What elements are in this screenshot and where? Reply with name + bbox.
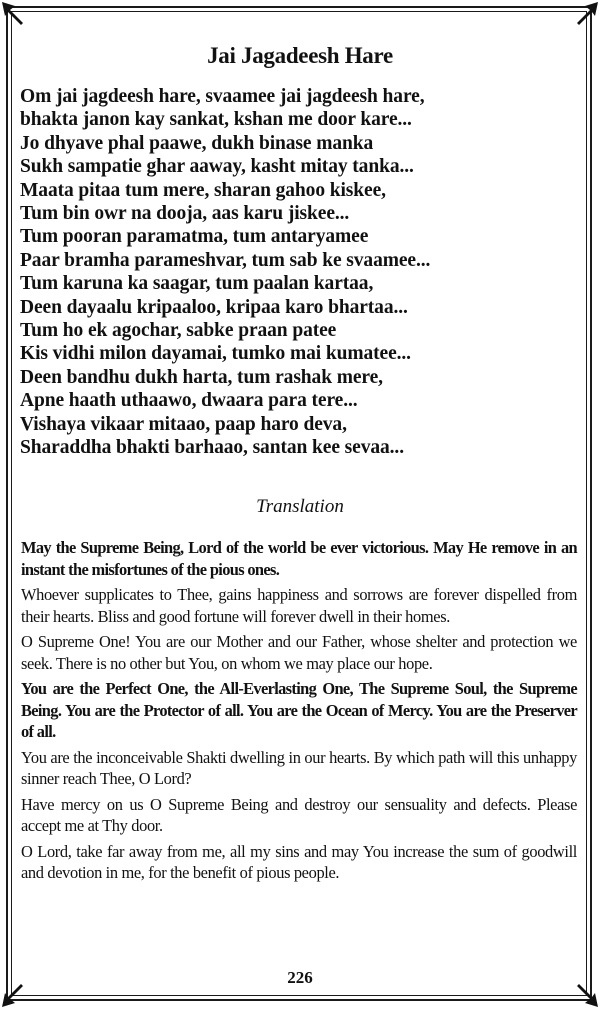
verse-line: Tum karuna ka saagar, tum paalan kartaa, [20,273,374,295]
verse-line: Apne haath uthaawo, dwaara para tere... [20,390,358,412]
translation-paragraph: You are the inconceivable Shakti dwelling in our hearts. By which path will this unhappy sinner reach Thee, O Lord? [21,747,577,788]
translation-paragraph: O Supreme One! You are our Mother and our Father, whose shelter and protection we seek. There is no other but You, on whom we may place our hope. [21,632,577,673]
verse-line: Vishaya vikaar mitaao, paap haro deva, [20,413,347,435]
verse-line: Paar bramha parameshvar, tum sab ke svaamee... [20,249,431,271]
verse-line: Maata pitaa tum mere, sharan gahoo kiskee, [20,179,386,201]
translation-block [21,537,577,888]
verse-line: Sharaddha bhakti barhaao, santan kee sevaa... [20,437,404,459]
corner-ornament-top-right [573,1,599,27]
verse-line: Tum ho ek agochar, sabke praan patee [20,320,337,342]
verse-line: Tum pooran paramatma, tum antaryamee [20,226,369,248]
verse-line: Kis vidhi milon dayamai, tumko mai kumatee... [20,343,411,365]
verse-line: Sukh sampatie ghar aaway, kasht mitay tanka... [20,156,414,178]
translation-paragraph: O Lord, take far away from me, all my sins and may You increase the sum of goodwill and devotion in me, for the benefit of pious people. [21,841,577,882]
verse-line: Om jai jagdeesh hare, svaamee jai jagdeesh hare, [20,86,425,107]
page-number: 226 [287,968,313,987]
corner-ornament-top-left [1,1,27,27]
verse-line: Deen bandhu dukh harta, tum rashak mere, [20,366,383,388]
verse-line: Tum bin owr na dooja, aas karu jiskee... [20,203,350,225]
verse-line: bhakta janon kay sankat, kshan me door kare... [20,109,412,131]
verse-line: Jo dhyave phal paawe, dukh binase manka [20,132,374,154]
translation-paragraph: Have mercy on us O Supreme Being and destroy our sensuality and defects. Please accept me at Thy door. [21,794,577,835]
translation-paragraph: Whoever supplicates to Thee, gains happiness and sorrows are forever dispelled from their hearts. Bliss and good fortune will forever dwell in their homes. [21,585,577,626]
page-title: Jai Jagadeesh Hare [207,43,393,68]
verse-line: Deen dayaalu kripaaloo, kripaa karo bhartaa... [20,296,408,318]
translation-heading: Translation [256,496,344,517]
translation-paragraph: May the Supreme Being, Lord of the world be ever victorious. May He remove in an instant the misfortunes of the pious ones. [21,538,577,579]
verse-block [20,85,580,460]
translation-paragraph: You are the Perfect One, the All-Everlasting One, The Supreme Soul, the Supreme Being. You are the Protector of all. You are the Ocean of Mercy. You are the Preserver of all. [21,679,577,741]
